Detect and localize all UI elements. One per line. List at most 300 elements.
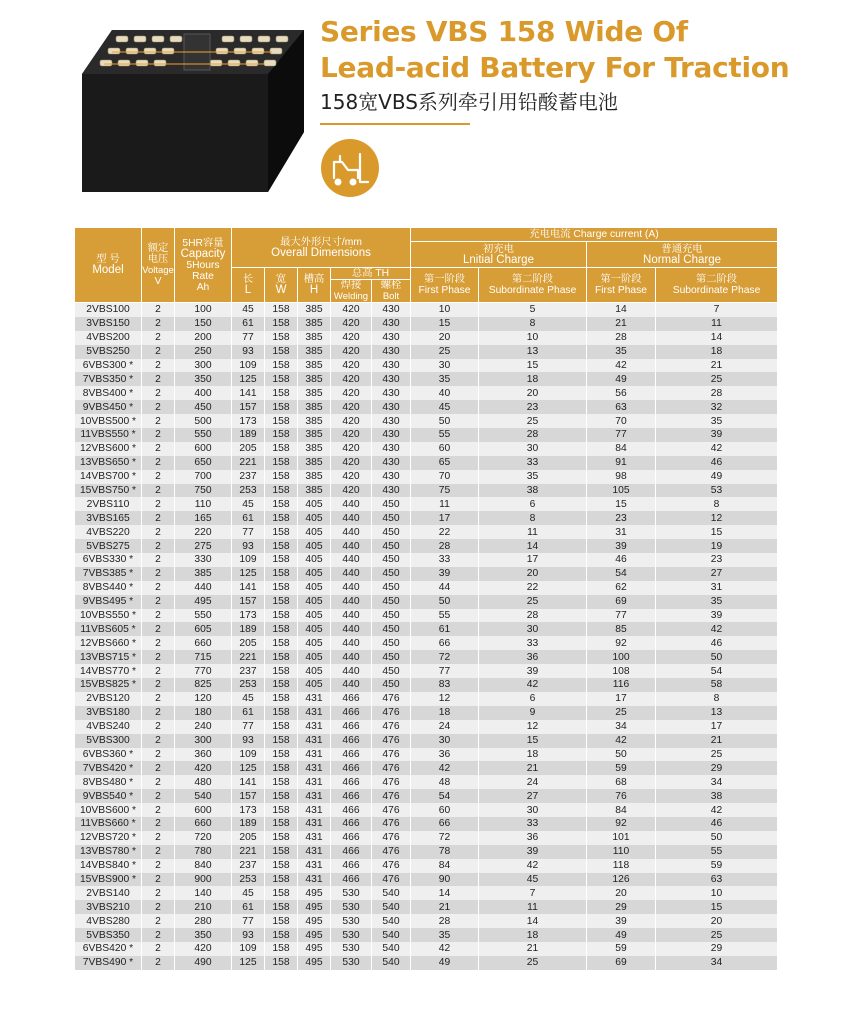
cell-initial-first: 28 — [411, 539, 479, 553]
cell-capacity: 420 — [175, 942, 232, 956]
cell-capacity: 400 — [175, 386, 232, 400]
cell-height: 405 — [298, 525, 331, 539]
cell-height: 405 — [298, 609, 331, 623]
cell-height: 495 — [298, 886, 331, 900]
cell-normal-first: 100 — [587, 650, 656, 664]
cell-length: 61 — [232, 706, 265, 720]
cell-height: 495 — [298, 914, 331, 928]
table-row — [75, 914, 778, 928]
cell-width: 158 — [265, 317, 298, 331]
cell-model: 7VBS490 * — [75, 956, 142, 970]
cell-welding-height: 440 — [331, 595, 372, 609]
cell-bolt-height: 476 — [372, 748, 411, 762]
cell-voltage: 2 — [142, 748, 175, 762]
cell-capacity: 660 — [175, 817, 232, 831]
cell-model: 12VBS720 * — [75, 831, 142, 845]
cell-normal-first: 84 — [587, 803, 656, 817]
cell-height: 431 — [298, 831, 331, 845]
cell-welding-height: 530 — [331, 886, 372, 900]
cell-welding-height: 466 — [331, 859, 372, 873]
cell-width: 158 — [265, 400, 298, 414]
cell-height: 431 — [298, 748, 331, 762]
cell-height: 385 — [298, 386, 331, 400]
cell-model: 6VBS360 * — [75, 748, 142, 762]
table-row — [75, 428, 778, 442]
cell-voltage: 2 — [142, 859, 175, 873]
cell-bolt-height: 450 — [372, 497, 411, 511]
cell-welding-height: 420 — [331, 442, 372, 456]
cell-capacity: 440 — [175, 581, 232, 595]
cell-initial-subordinate: 20 — [479, 567, 587, 581]
cell-voltage: 2 — [142, 886, 175, 900]
cell-normal-first: 42 — [587, 734, 656, 748]
cell-length: 125 — [232, 567, 265, 581]
cell-normal-first: 63 — [587, 400, 656, 414]
cell-initial-first: 48 — [411, 775, 479, 789]
cell-height: 405 — [298, 636, 331, 650]
cell-width: 158 — [265, 900, 298, 914]
cell-width: 158 — [265, 692, 298, 706]
cell-normal-first: 76 — [587, 789, 656, 803]
cell-capacity: 825 — [175, 678, 232, 692]
table-row — [75, 664, 778, 678]
cell-voltage: 2 — [142, 734, 175, 748]
cell-capacity: 480 — [175, 775, 232, 789]
cell-bolt-height: 540 — [372, 956, 411, 970]
cell-normal-first: 15 — [587, 497, 656, 511]
table-row — [75, 734, 778, 748]
cell-normal-first: 62 — [587, 581, 656, 595]
cell-initial-first: 40 — [411, 386, 479, 400]
header-initial-subordinate-phase: 第二阶段 Subordinate Phase — [479, 268, 587, 303]
cell-initial-subordinate: 30 — [479, 803, 587, 817]
cell-voltage: 2 — [142, 914, 175, 928]
cell-initial-subordinate: 22 — [479, 581, 587, 595]
cell-height: 495 — [298, 942, 331, 956]
cell-normal-subordinate: 50 — [656, 831, 778, 845]
table-row — [75, 525, 778, 539]
cell-length: 221 — [232, 456, 265, 470]
cell-initial-first: 42 — [411, 942, 479, 956]
cell-model: 9VBS540 * — [75, 789, 142, 803]
cell-normal-first: 46 — [587, 553, 656, 567]
cell-bolt-height: 450 — [372, 581, 411, 595]
cell-normal-first: 49 — [587, 372, 656, 386]
cell-normal-first: 105 — [587, 484, 656, 498]
cell-normal-subordinate: 8 — [656, 692, 778, 706]
cell-width: 158 — [265, 581, 298, 595]
cell-normal-subordinate: 15 — [656, 900, 778, 914]
cell-voltage: 2 — [142, 609, 175, 623]
cell-width: 158 — [265, 442, 298, 456]
cell-initial-first: 21 — [411, 900, 479, 914]
cell-initial-first: 61 — [411, 622, 479, 636]
cell-capacity: 750 — [175, 484, 232, 498]
cell-welding-height: 466 — [331, 873, 372, 887]
cell-capacity: 490 — [175, 956, 232, 970]
cell-bolt-height: 450 — [372, 553, 411, 567]
header-welding: 焊接 Welding — [331, 280, 372, 303]
cell-model: 8VBS480 * — [75, 775, 142, 789]
cell-initial-subordinate: 33 — [479, 456, 587, 470]
cell-initial-subordinate: 8 — [479, 317, 587, 331]
cell-normal-first: 42 — [587, 359, 656, 373]
cell-model: 9VBS450 * — [75, 400, 142, 414]
cell-initial-first: 50 — [411, 414, 479, 428]
cell-normal-subordinate: 11 — [656, 317, 778, 331]
cell-bolt-height: 450 — [372, 511, 411, 525]
cell-bolt-height: 540 — [372, 942, 411, 956]
table-row — [75, 539, 778, 553]
cell-welding-height: 440 — [331, 650, 372, 664]
cell-length: 157 — [232, 400, 265, 414]
cell-width: 158 — [265, 873, 298, 887]
cell-welding-height: 440 — [331, 497, 372, 511]
cell-initial-subordinate: 42 — [479, 678, 587, 692]
cell-model: 3VBS150 — [75, 317, 142, 331]
cell-voltage: 2 — [142, 942, 175, 956]
cell-initial-subordinate: 8 — [479, 511, 587, 525]
table-row — [75, 678, 778, 692]
cell-initial-subordinate: 12 — [479, 720, 587, 734]
cell-normal-first: 116 — [587, 678, 656, 692]
cell-capacity: 600 — [175, 442, 232, 456]
cell-height: 431 — [298, 803, 331, 817]
cell-length: 61 — [232, 511, 265, 525]
cell-welding-height: 420 — [331, 372, 372, 386]
cell-normal-first: 59 — [587, 942, 656, 956]
cell-initial-subordinate: 30 — [479, 622, 587, 636]
cell-normal-first: 68 — [587, 775, 656, 789]
cell-normal-first: 39 — [587, 914, 656, 928]
cell-normal-subordinate: 21 — [656, 359, 778, 373]
cell-length: 157 — [232, 595, 265, 609]
cell-initial-first: 77 — [411, 664, 479, 678]
cell-width: 158 — [265, 664, 298, 678]
cell-initial-subordinate: 33 — [479, 817, 587, 831]
cell-bolt-height: 430 — [372, 414, 411, 428]
cell-initial-first: 30 — [411, 359, 479, 373]
cell-model: 5VBS350 — [75, 928, 142, 942]
table-row — [75, 803, 778, 817]
cell-capacity: 840 — [175, 859, 232, 873]
cell-initial-subordinate: 20 — [479, 386, 587, 400]
cell-height: 385 — [298, 317, 331, 331]
cell-normal-subordinate: 46 — [656, 456, 778, 470]
cell-initial-subordinate: 11 — [479, 900, 587, 914]
spec-table-body — [75, 303, 778, 970]
cell-bolt-height: 430 — [372, 470, 411, 484]
cell-model: 3VBS165 — [75, 511, 142, 525]
cell-normal-first: 101 — [587, 831, 656, 845]
cell-welding-height: 440 — [331, 525, 372, 539]
cell-width: 158 — [265, 734, 298, 748]
cell-height: 405 — [298, 595, 331, 609]
cell-normal-first: 25 — [587, 706, 656, 720]
cell-normal-first: 29 — [587, 900, 656, 914]
table-row — [75, 942, 778, 956]
cell-initial-subordinate: 17 — [479, 553, 587, 567]
cell-length: 77 — [232, 331, 265, 345]
cell-welding-height: 420 — [331, 456, 372, 470]
table-row — [75, 956, 778, 970]
cell-welding-height: 420 — [331, 484, 372, 498]
cell-height: 495 — [298, 900, 331, 914]
table-row — [75, 345, 778, 359]
cell-voltage: 2 — [142, 428, 175, 442]
cell-initial-subordinate: 25 — [479, 956, 587, 970]
battery-product-image — [72, 22, 306, 194]
cell-bolt-height: 476 — [372, 803, 411, 817]
cell-welding-height: 420 — [331, 331, 372, 345]
cell-capacity: 350 — [175, 372, 232, 386]
cell-normal-subordinate: 15 — [656, 525, 778, 539]
cell-length: 125 — [232, 372, 265, 386]
cell-capacity: 385 — [175, 567, 232, 581]
cell-model: 6VBS330 * — [75, 553, 142, 567]
cell-initial-first: 54 — [411, 789, 479, 803]
cell-initial-subordinate: 28 — [479, 428, 587, 442]
cell-width: 158 — [265, 650, 298, 664]
cell-bolt-height: 476 — [372, 873, 411, 887]
cell-bolt-height: 450 — [372, 636, 411, 650]
header-bolt: 螺栓 Bolt — [372, 280, 411, 303]
cell-capacity: 240 — [175, 720, 232, 734]
cell-initial-first: 35 — [411, 928, 479, 942]
cell-bolt-height: 540 — [372, 928, 411, 942]
cell-initial-first: 78 — [411, 845, 479, 859]
header-length: 长 L — [232, 268, 265, 303]
cell-normal-subordinate: 25 — [656, 928, 778, 942]
cell-model: 14VBS840 * — [75, 859, 142, 873]
cell-bolt-height: 540 — [372, 914, 411, 928]
cell-model: 13VBS780 * — [75, 845, 142, 859]
cell-model: 9VBS495 * — [75, 595, 142, 609]
cell-length: 253 — [232, 873, 265, 887]
cell-normal-first: 20 — [587, 886, 656, 900]
cell-capacity: 280 — [175, 914, 232, 928]
cell-length: 173 — [232, 609, 265, 623]
cell-length: 125 — [232, 956, 265, 970]
cell-capacity: 900 — [175, 873, 232, 887]
cell-welding-height: 440 — [331, 567, 372, 581]
cell-voltage: 2 — [142, 470, 175, 484]
cell-normal-subordinate: 59 — [656, 859, 778, 873]
cell-width: 158 — [265, 831, 298, 845]
cell-width: 158 — [265, 595, 298, 609]
cell-width: 158 — [265, 803, 298, 817]
cell-height: 405 — [298, 497, 331, 511]
cell-initial-first: 35 — [411, 372, 479, 386]
cell-height: 385 — [298, 442, 331, 456]
cell-welding-height: 420 — [331, 303, 372, 317]
cell-normal-first: 56 — [587, 386, 656, 400]
cell-normal-first: 50 — [587, 748, 656, 762]
table-row — [75, 706, 778, 720]
cell-normal-subordinate: 25 — [656, 372, 778, 386]
cell-width: 158 — [265, 539, 298, 553]
table-row — [75, 873, 778, 887]
cell-initial-subordinate: 36 — [479, 831, 587, 845]
cell-capacity: 140 — [175, 886, 232, 900]
header-charge-current: 充电电流 Charge current (A) — [411, 228, 778, 242]
table-row — [75, 775, 778, 789]
cell-capacity: 110 — [175, 497, 232, 511]
cell-capacity: 300 — [175, 359, 232, 373]
cell-length: 77 — [232, 914, 265, 928]
cell-bolt-height: 430 — [372, 428, 411, 442]
cell-length: 237 — [232, 470, 265, 484]
cell-capacity: 700 — [175, 470, 232, 484]
cell-initial-subordinate: 24 — [479, 775, 587, 789]
cell-normal-first: 69 — [587, 956, 656, 970]
cell-initial-first: 33 — [411, 553, 479, 567]
cell-initial-first: 66 — [411, 817, 479, 831]
cell-height: 431 — [298, 706, 331, 720]
cell-height: 431 — [298, 789, 331, 803]
cell-length: 141 — [232, 775, 265, 789]
cell-capacity: 720 — [175, 831, 232, 845]
cell-model: 4VBS280 — [75, 914, 142, 928]
cell-welding-height: 420 — [331, 428, 372, 442]
title-line-2: Lead-acid Battery For Traction — [320, 51, 790, 84]
cell-voltage: 2 — [142, 386, 175, 400]
cell-initial-first: 50 — [411, 595, 479, 609]
cell-height: 385 — [298, 414, 331, 428]
cell-bolt-height: 450 — [372, 622, 411, 636]
cell-welding-height: 466 — [331, 803, 372, 817]
cell-length: 189 — [232, 622, 265, 636]
table-row — [75, 414, 778, 428]
page-title — [320, 14, 840, 86]
cell-capacity: 120 — [175, 692, 232, 706]
cell-height: 385 — [298, 400, 331, 414]
header-dimensions: 最大外形尺寸/mm Overall Dimensions — [232, 228, 411, 268]
cell-normal-first: 85 — [587, 622, 656, 636]
cell-initial-subordinate: 18 — [479, 748, 587, 762]
cell-width: 158 — [265, 845, 298, 859]
table-row — [75, 748, 778, 762]
cell-normal-subordinate: 39 — [656, 609, 778, 623]
cell-welding-height: 466 — [331, 761, 372, 775]
cell-model: 7VBS385 * — [75, 567, 142, 581]
cell-initial-subordinate: 35 — [479, 470, 587, 484]
cell-model: 10VBS550 * — [75, 609, 142, 623]
cell-bolt-height: 476 — [372, 845, 411, 859]
cell-normal-first: 35 — [587, 345, 656, 359]
cell-width: 158 — [265, 497, 298, 511]
cell-model: 15VBS825 * — [75, 678, 142, 692]
cell-model: 4VBS220 — [75, 525, 142, 539]
cell-height: 495 — [298, 956, 331, 970]
cell-initial-subordinate: 5 — [479, 303, 587, 317]
cell-length: 93 — [232, 345, 265, 359]
cell-voltage: 2 — [142, 775, 175, 789]
cell-welding-height: 466 — [331, 748, 372, 762]
cell-voltage: 2 — [142, 636, 175, 650]
cell-normal-subordinate: 35 — [656, 595, 778, 609]
cell-bolt-height: 430 — [372, 359, 411, 373]
cell-normal-subordinate: 8 — [656, 497, 778, 511]
title-line-1: Series VBS 158 Wide Of — [320, 15, 688, 48]
cell-initial-first: 84 — [411, 859, 479, 873]
cell-voltage: 2 — [142, 331, 175, 345]
cell-width: 158 — [265, 359, 298, 373]
cell-normal-subordinate: 23 — [656, 553, 778, 567]
cell-initial-subordinate: 13 — [479, 345, 587, 359]
cell-width: 158 — [265, 456, 298, 470]
cell-initial-first: 72 — [411, 650, 479, 664]
cell-normal-first: 54 — [587, 567, 656, 581]
cell-welding-height: 530 — [331, 900, 372, 914]
cell-initial-first: 30 — [411, 734, 479, 748]
header-normal-subordinate-phase: 第二阶段 Subordinate Phase — [656, 268, 778, 303]
cell-initial-first: 72 — [411, 831, 479, 845]
cell-length: 125 — [232, 761, 265, 775]
cell-normal-first: 77 — [587, 609, 656, 623]
cell-width: 158 — [265, 331, 298, 345]
cell-bolt-height: 450 — [372, 609, 411, 623]
cell-welding-height: 466 — [331, 692, 372, 706]
cell-initial-subordinate: 39 — [479, 845, 587, 859]
cell-welding-height: 440 — [331, 609, 372, 623]
cell-normal-subordinate: 27 — [656, 567, 778, 581]
cell-initial-first: 55 — [411, 609, 479, 623]
cell-width: 158 — [265, 914, 298, 928]
cell-bolt-height: 450 — [372, 539, 411, 553]
cell-bolt-height: 430 — [372, 484, 411, 498]
cell-initial-subordinate: 21 — [479, 942, 587, 956]
cell-normal-subordinate: 12 — [656, 511, 778, 525]
cell-width: 158 — [265, 414, 298, 428]
table-row — [75, 692, 778, 706]
table-row — [75, 817, 778, 831]
cell-bolt-height: 476 — [372, 831, 411, 845]
cell-initial-first: 11 — [411, 497, 479, 511]
cell-welding-height: 530 — [331, 942, 372, 956]
cell-normal-subordinate: 53 — [656, 484, 778, 498]
cell-width: 158 — [265, 748, 298, 762]
table-row — [75, 497, 778, 511]
cell-height: 385 — [298, 303, 331, 317]
cell-model: 6VBS420 * — [75, 942, 142, 956]
cell-bolt-height: 430 — [372, 372, 411, 386]
cell-initial-first: 28 — [411, 914, 479, 928]
cell-model: 15VBS750 * — [75, 484, 142, 498]
cell-model: 3VBS180 — [75, 706, 142, 720]
cell-voltage: 2 — [142, 414, 175, 428]
cell-capacity: 165 — [175, 511, 232, 525]
cell-normal-subordinate: 42 — [656, 803, 778, 817]
cell-welding-height: 440 — [331, 581, 372, 595]
header-initial-charge: 初充电 Lnitial Charge — [411, 242, 587, 268]
cell-length: 77 — [232, 525, 265, 539]
cell-height: 405 — [298, 511, 331, 525]
cell-capacity: 420 — [175, 761, 232, 775]
cell-model: 2VBS110 — [75, 497, 142, 511]
cell-length: 221 — [232, 650, 265, 664]
cell-width: 158 — [265, 789, 298, 803]
cell-length: 93 — [232, 734, 265, 748]
cell-welding-height: 440 — [331, 622, 372, 636]
cell-normal-subordinate: 35 — [656, 414, 778, 428]
cell-normal-subordinate: 55 — [656, 845, 778, 859]
cell-normal-subordinate: 28 — [656, 386, 778, 400]
cell-voltage: 2 — [142, 581, 175, 595]
cell-model: 7VBS420 * — [75, 761, 142, 775]
cell-capacity: 715 — [175, 650, 232, 664]
cell-voltage: 2 — [142, 303, 175, 317]
